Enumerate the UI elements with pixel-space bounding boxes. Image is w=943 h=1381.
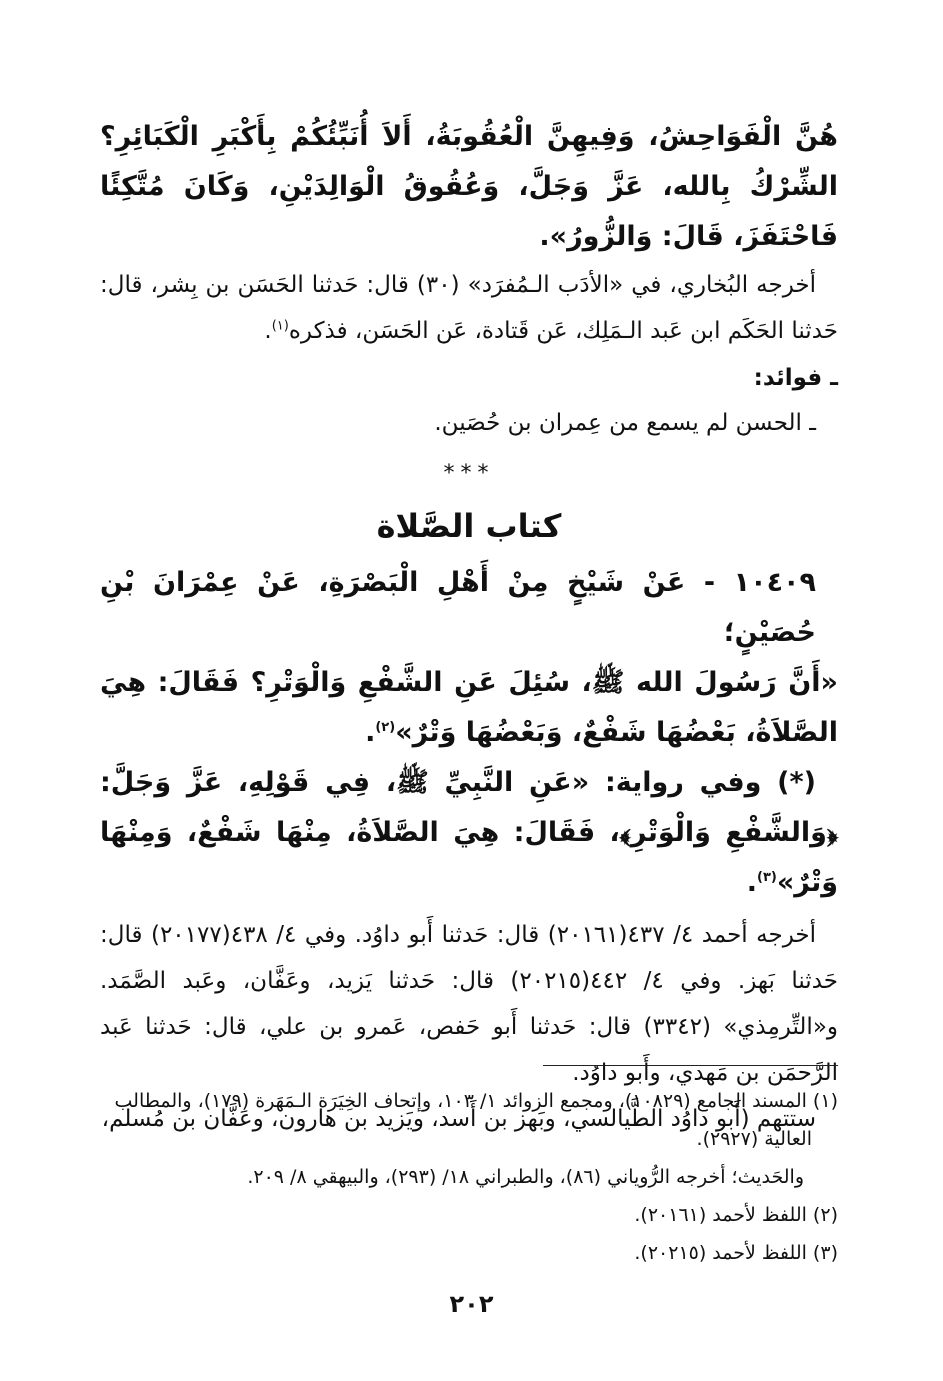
footnote-ref-3: (٣) <box>756 870 777 885</box>
section-separator: *** <box>443 461 495 486</box>
footnote-1-extra: والحَديث؛ أخرجه الرُّوياني (٨٦)، والطبراني ١٨/ (٢٩٣)، والبيهقي ٨/ ٢٠٩. <box>247 1166 804 1188</box>
previous-takhrij-end: . <box>264 318 272 344</box>
footnote-3: (٣) اللفظ لأحمد (٢٠٢١٥). <box>634 1242 838 1264</box>
footnotes <box>100 1082 838 1272</box>
hadith-number: ١٠٤٠٩ - <box>703 567 817 598</box>
footnote-2: (٢) اللفظ لأحمد (٢٠١٦١). <box>634 1204 838 1226</box>
footnote-ref-1: (١) <box>271 318 289 334</box>
footnote-divider <box>543 1065 838 1066</box>
hadith-isnad: عَنْ شَيْخٍ مِنْ أَهْلِ الْبَصْرَةِ، عَنْ عِمْرَانَ بْنِ حُصَيْنٍ؛ <box>100 567 816 648</box>
takhrij-paragraph-2: ستتهم (أَبو داوُد الطَّيالسي، وبَهز بن أَسد، ويَزيد بن هارون، وعَفَّان بن مُسلم، <box>101 1106 816 1132</box>
page-body <box>100 112 838 1142</box>
book-title: كتاب الصَّلاة <box>376 507 562 545</box>
riwaya-text: «عَنِ النَّبِيِّ ﷺ، فِي قَوْلِهِ، عَزَّ وَجَلَّ: ﴿وَالشَّفْعِ وَالْوَتْرِ﴾، فَقَالَ: هِيَ الصَّلاَةُ، مِنْهَا شَفْعٌ، وَمِنْهَا وَتْرٌ» <box>100 767 838 898</box>
takhrij-paragraph-1: أخرجه أحمد ٤/ ٤٣٧(٢٠١٦١) قال: حَدثنا أَبو داوُد. وفي ٤/ ٤٣٨(٢٠١٧٧) قال: حَدثنا بَهز. وفي ٤/ ٤٤٢(٢٠٢١٥) قال: حَدثنا يَزيد، وعَفَّان، وعَبد الصَّمَد. و«التِّرمِذي» (٣٣٤٢) قال: حَدثنا أَبو حَفص، عَمرو بن علي، قال: حَدثنا عَبد الرَّحمَن بن مَهدي، وأَبو داوُد. <box>100 922 839 1086</box>
footnote-ref-2: (٢) <box>375 720 396 735</box>
fawaid-heading: ـ فوائد: <box>753 365 838 391</box>
footnote-1-line-1: (١) المسند الجامع (١٠٨٢٩)، ومجمع الزوائد ١/ ١٠٣، وإتحاف الخِيَرَة الـمَهَرة (١٧٩)، والمطالب <box>114 1090 838 1112</box>
fawaid-item: ـ الحسن لم يسمع من عِمران بن حُصَين. <box>434 410 816 436</box>
footnote-1-line-2: العالية (٢٩٢٧). <box>696 1128 812 1150</box>
hadith-matn-text: «أَنَّ رَسُولَ الله ﷺ، سُئِلَ عَنِ الشَّفْعِ وَالْوَتْرِ؟ فَقَالَ: هِيَ الصَّلاَةُ، بَعْضُهَا شَفْعٌ، وَبَعْضُهَا وَتْرٌ» <box>100 667 838 748</box>
hadith-riwaya: (*) وفي رواية: «عَنِ النَّبِيِّ ﷺ، فِي قَوْلِهِ، عَزَّ وَجَلَّ: ﴿وَالشَّفْعِ وَالْوَتْرِ﴾، فَقَالَ: هِيَ الصَّلاَةُ، مِنْهَا شَفْعٌ، وَمِنْهَا وَتْرٌ»$^{(٣)}$. <box>100 767 838 898</box>
previous-takhrij <box>100 262 838 354</box>
page-number: ٢٠٢ <box>449 1290 494 1318</box>
hadith-matn: «أَنَّ رَسُولَ الله ﷺ، سُئِلَ عَنِ الشَّفْعِ وَالْوَتْرِ؟ فَقَالَ: هِيَ الصَّلاَةُ، بَعْضُهَا شَفْعٌ، وَبَعْضُهَا وَتْرٌ»$^{(٢)}$. <box>100 667 838 748</box>
previous-takhrij-text: أخرجه البُخاري، في «الأدَب الـمُفرَد» (٣٠) قال: حَدثنا الحَسَن بن بِشر، قال: حَدثنا الحَكَم ابن عَبد الـمَلِك، عَن قَتادة، عَن الحَسَن، فذكره <box>100 272 838 344</box>
hadith-header <box>100 558 838 658</box>
continuation-text: هُنَّ الْفَوَاحِشُ، وَفِيهِنَّ الْعُقُوبَةُ، أَلاَ أُنَبِّئُكُمْ بِأَكْبَرِ الْكَبَائِرِ؟ الشِّرْكُ بِالله، عَزَّ وَجَلَّ، وَعُقُوقُ الْوَالِدَيْنِ، وَكَانَ مُتَّكِئًا فَاحْتَفَزَ، قَالَ: وَالزُّورُ». <box>100 121 838 252</box>
riwaya-prefix: (*) وفي رواية: <box>604 767 816 798</box>
